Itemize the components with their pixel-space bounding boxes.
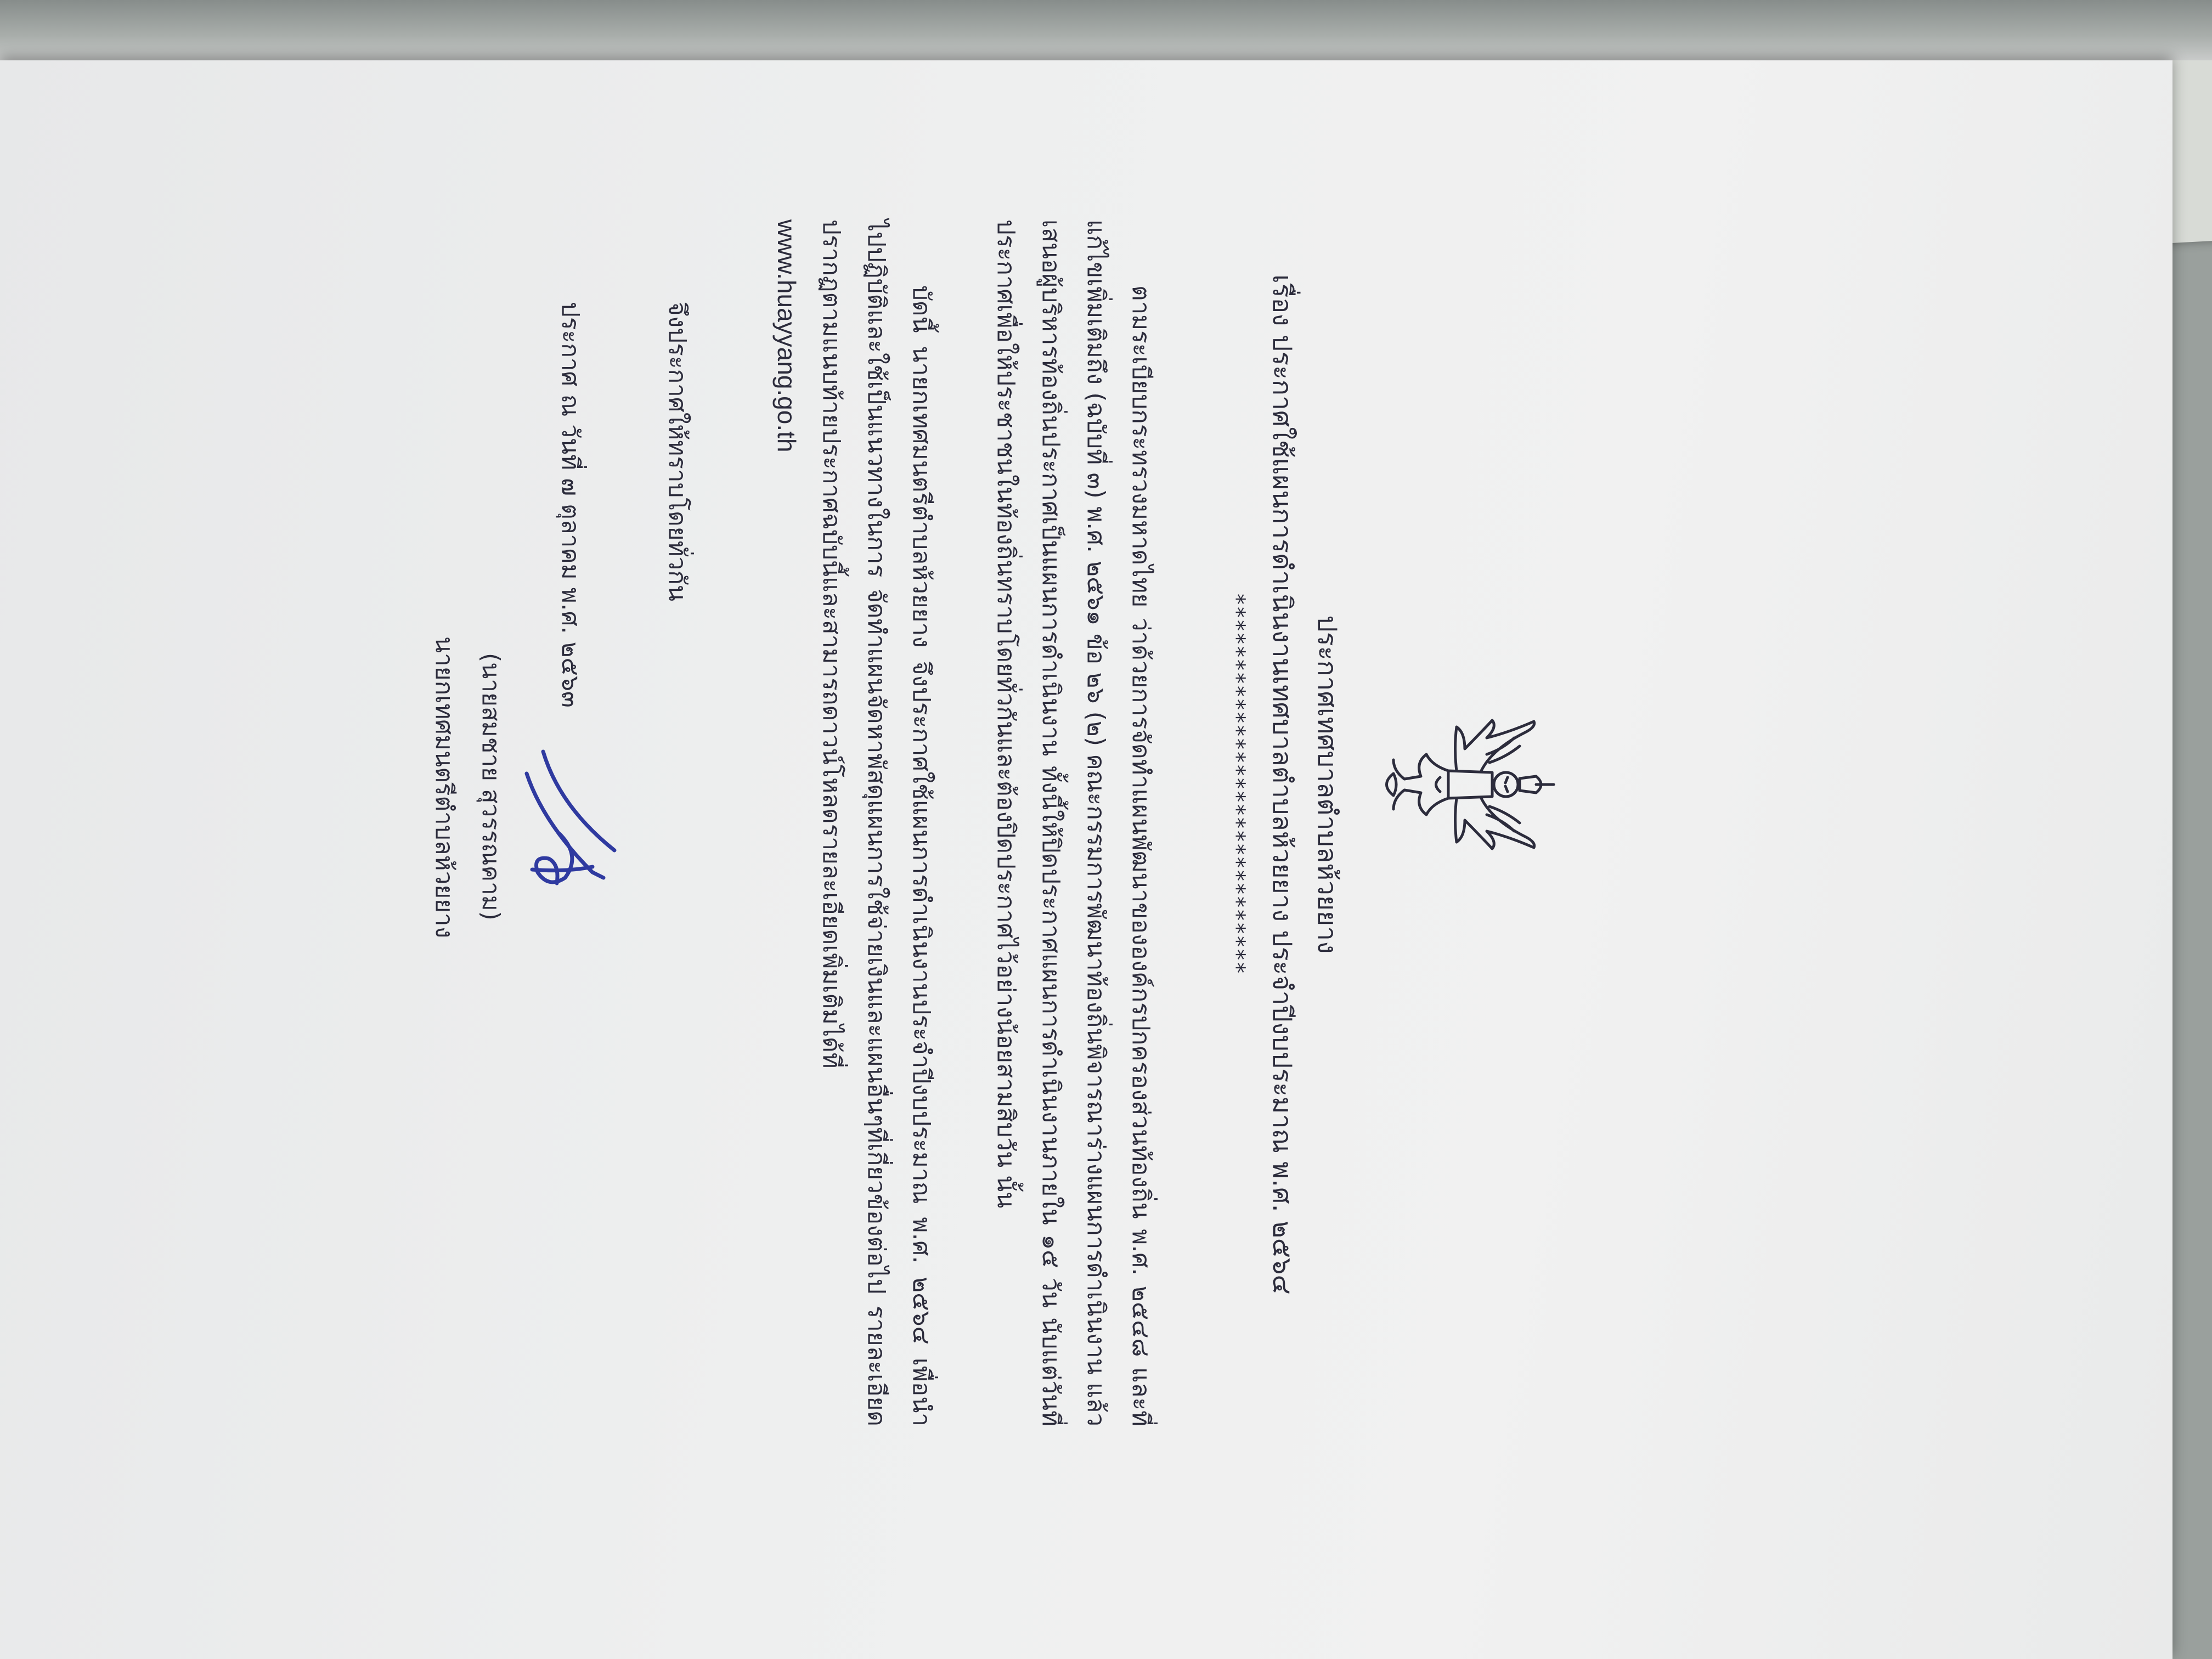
garuda-emblem-icon — [1377, 716, 1558, 853]
website-address: www.huayyang.go.th — [772, 219, 801, 453]
handwritten-signature — [516, 741, 625, 938]
signer-title: นายกเทศมนตรีตำบลห้วยยาง — [430, 636, 458, 939]
closing-announcement: จึงประกาศให้ทราบโดยทั่วกัน — [663, 302, 691, 601]
announcement-document — [430, 93, 1558, 1476]
paragraph-regulation: ตามระเบียบกระทรวงมหาดไทย ว่าด้วยการจัดทำแผนพัฒนาขององค์กรปกครองส่วนท้องถิ่น พ.ศ. ๒๕๔๘ และที่แก้ไขเพิ่มเติมถึง (ฉบับที่ ๓) พ.ศ. ๒๕๖๑ ข้อ ๒๖ (๒) คณะกรรมการพัฒนาท้องถิ่นพิจารณาร่างแผนการดำเนินงาน แล้วเสนอผู้บริหารท้องถิ่นประกาศเป็นแผนการดำเนินงาน ทั้งนี้ให้ปิดประกาศแผนการดำเนินงานภายใน ๑๕ วัน นับแต่วันที่ประกาศเพื่อให้ประชาชนในท้องถิ่นทราบโดยทั่วกันและต้องปิดประกาศไว้อย่างน้อยสามสิบวัน นั้น — [992, 219, 1155, 1426]
separator-stars: ***************************** — [1224, 594, 1249, 975]
subject-line: เรื่อง ประกาศใช้แผนการดำเนินงานเทศบาลตำบลห้วยยาง ประจำปีงบประมาณ พ.ศ. ๒๕๖๔ — [1267, 274, 1297, 1295]
agency-title: ประกาศเทศบาลตำบลห้วยยาง — [1312, 615, 1342, 954]
signer-name: (นายสมชาย สุวรรณคาม) — [477, 653, 505, 921]
desk-background — [0, 0, 2212, 60]
paragraph-announcement: บัดนี้ นายกเทศมนตรีตำบลห้วยยาง จึงประกาศใช้แผนการดำเนินงานประจำปีงบประมาณ พ.ศ. ๒๕๖๔ เพื่อนำไปปฏิบัติและใช้เป็นแนวทางในการ จัดทำแผนจัดหาพัสดุแผนการใช้จ่ายเงินและแผนอื่นๆที่เกี่ยวข้องต่อไป รายละเอียดปรากฏตามแนบท้ายประกาศฉบับนี้และสามารถดาวน์โหลดรายละเอียดเพิ่มเติมได้ที่ — [817, 219, 935, 1426]
announcement-date: ประกาศ ณ วันที่ ๗ ตุลาคม พ.ศ. ๒๕๖๓ — [556, 302, 584, 708]
